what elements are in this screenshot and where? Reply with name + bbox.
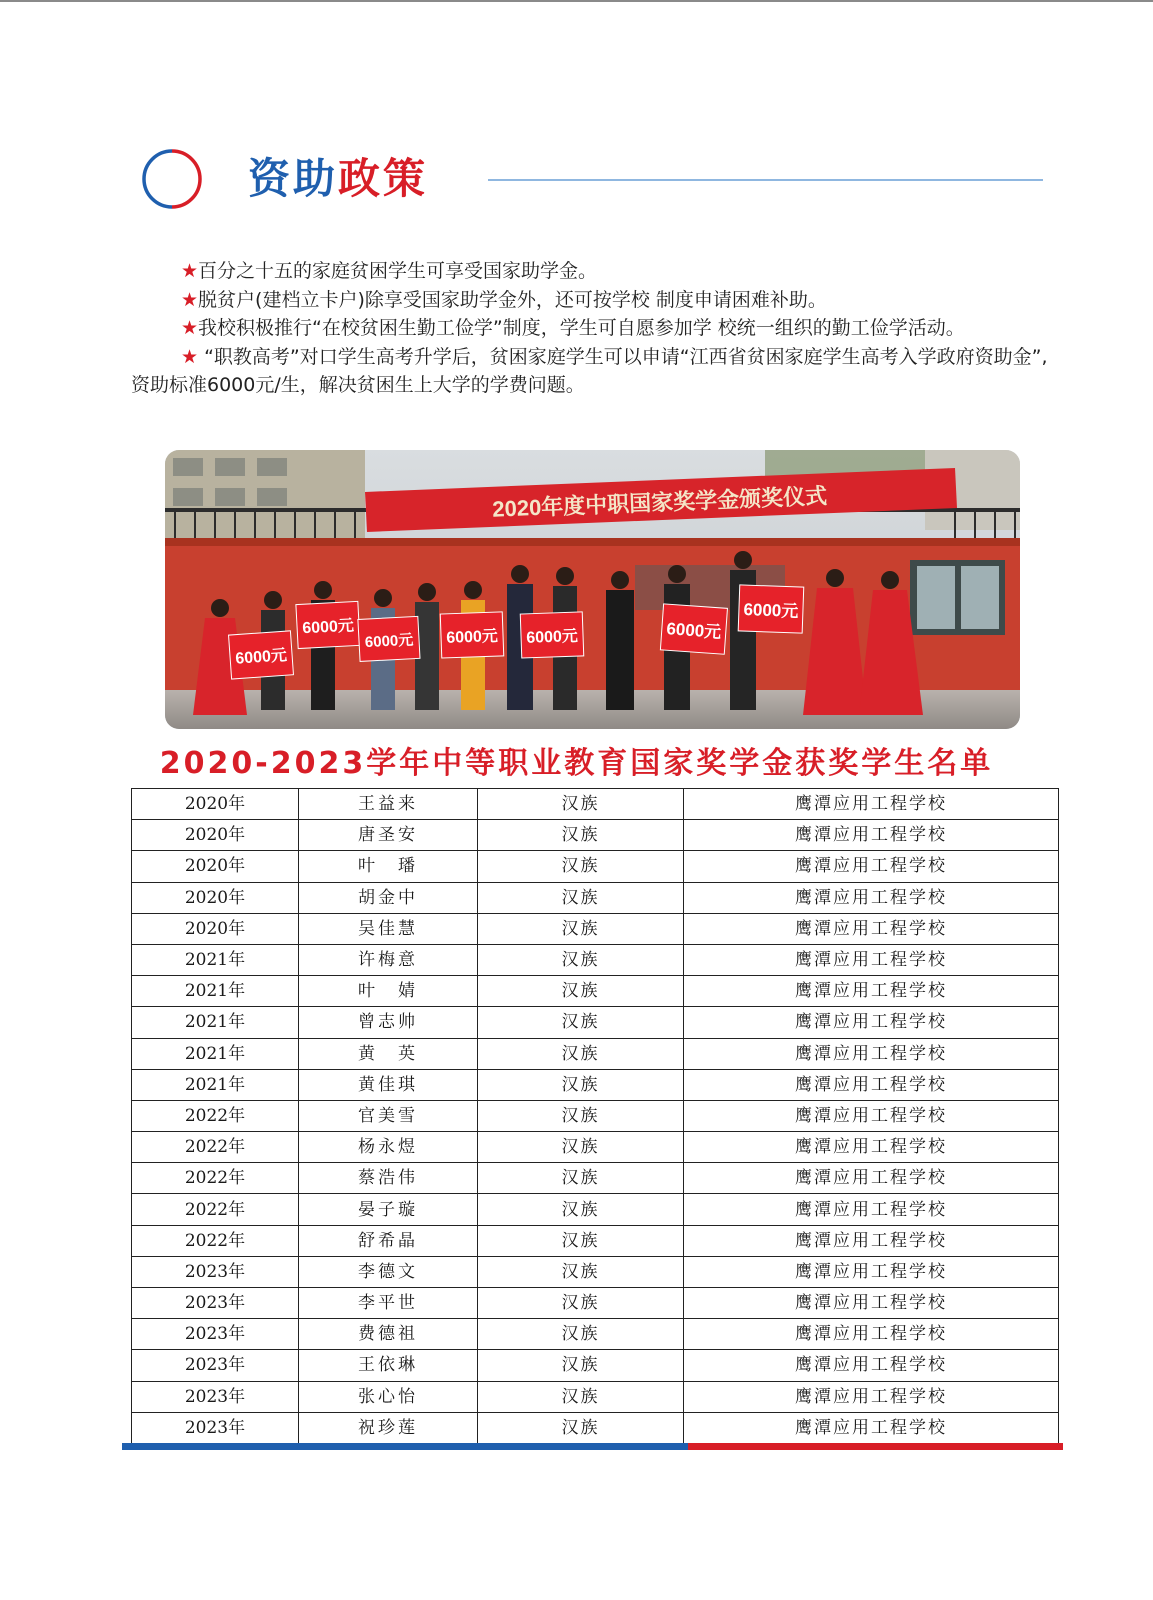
year-cell: 2023年 [132, 1319, 299, 1350]
name-cell: 吴佳慧 [299, 913, 478, 944]
ethnicity-cell: 汉族 [478, 1225, 684, 1256]
year-cell: 2022年 [132, 1163, 299, 1194]
star-icon: ★ [181, 317, 199, 339]
policy-item [131, 314, 1056, 343]
board-amount: 6000元 [526, 628, 579, 647]
policy-item [131, 286, 1056, 315]
table-row [132, 1069, 1059, 1100]
name-cell: 舒希晶 [299, 1225, 478, 1256]
year-cell: 2023年 [132, 1256, 299, 1287]
ethnicity-cell: 汉族 [478, 882, 684, 913]
board-amount: 6000元 [364, 631, 414, 652]
ethnicity-cell: 汉族 [478, 1381, 684, 1412]
year-cell: 2022年 [132, 1132, 299, 1163]
school-cell: 鹰潭应用工程学校 [684, 1256, 1059, 1287]
school-cell: 鹰潭应用工程学校 [684, 1288, 1059, 1319]
name-cell: 叶 婧 [299, 976, 478, 1007]
award-table [131, 788, 1059, 1444]
school-cell: 鹰潭应用工程学校 [684, 1038, 1059, 1069]
school-cell: 鹰潭应用工程学校 [684, 1007, 1059, 1038]
table-row [132, 1319, 1059, 1350]
star-icon: ★ [181, 288, 199, 311]
board-amount: 6000元 [301, 617, 355, 638]
board-amount: 6000元 [665, 619, 722, 642]
footer-bar-red [688, 1443, 1063, 1450]
ethnicity-cell: 汉族 [478, 1256, 684, 1287]
table-row [132, 1256, 1059, 1287]
ethnicity-cell: 汉族 [478, 820, 684, 851]
year-cell: 2020年 [132, 789, 299, 820]
school-cell: 鹰潭应用工程学校 [684, 1194, 1059, 1225]
ethnicity-cell: 汉族 [478, 1350, 684, 1381]
page-title [248, 152, 428, 206]
table-row [132, 1350, 1059, 1381]
year-cell: 2022年 [132, 1100, 299, 1131]
name-cell: 张心怡 [299, 1381, 478, 1412]
year-cell: 2023年 [132, 1381, 299, 1412]
table-row [132, 882, 1059, 913]
board-amount: 6000元 [446, 628, 499, 647]
year-cell: 2021年 [132, 1038, 299, 1069]
name-cell: 李平世 [299, 1288, 478, 1319]
ethnicity-cell: 汉族 [478, 913, 684, 944]
school-cell: 鹰潭应用工程学校 [684, 1350, 1059, 1381]
name-cell: 黄 英 [299, 1038, 478, 1069]
year-cell: 2020年 [132, 851, 299, 882]
award-list-title: 2020-2023学年中等职业教育国家奖学金获奖学生名单 [159, 746, 994, 781]
school-cell: 鹰潭应用工程学校 [684, 1381, 1059, 1412]
ethnicity-cell: 汉族 [478, 976, 684, 1007]
name-cell: 许梅意 [299, 944, 478, 975]
name-cell: 胡金中 [299, 882, 478, 913]
board-amount: 6000元 [743, 600, 799, 621]
header-divider [488, 179, 1043, 181]
table-row [132, 1007, 1059, 1038]
name-cell: 费德祖 [299, 1319, 478, 1350]
policy-item-text: 脱贫户(建档立卡户)除享受国家助学金外，还可按学校 制度申请困难补助。 [198, 288, 827, 311]
policy-item-text: “职教高考”对口学生高考升学后，贫困家庭学生可以申请“江西省贫困家庭学生高考入学政府资助金”,资助标准6000元/生，解决贫困生上大学的学费问题。 [131, 345, 1048, 396]
school-cell: 鹰潭应用工程学校 [684, 944, 1059, 975]
ethnicity-cell: 汉族 [478, 1069, 684, 1100]
school-cell: 鹰潭应用工程学校 [684, 1100, 1059, 1131]
ethnicity-cell: 汉族 [478, 1412, 684, 1443]
name-cell: 叶 璠 [299, 851, 478, 882]
ethnicity-cell: 汉族 [478, 1194, 684, 1225]
ethnicity-cell: 汉族 [478, 1319, 684, 1350]
school-cell: 鹰潭应用工程学校 [684, 1163, 1059, 1194]
policy-item-text: 百分之十五的家庭贫困学生可享受国家助学金。 [198, 260, 598, 282]
table-row [132, 944, 1059, 975]
award-ceremony-photo [165, 450, 1020, 729]
ethnicity-cell: 汉族 [478, 1288, 684, 1319]
table-row [132, 1412, 1059, 1443]
ethnicity-cell: 汉族 [478, 1038, 684, 1069]
name-cell: 杨永煜 [299, 1132, 478, 1163]
name-cell: 祝珍莲 [299, 1412, 478, 1443]
ethnicity-cell: 汉族 [478, 789, 684, 820]
name-cell: 蔡浩伟 [299, 1163, 478, 1194]
table-row [132, 1100, 1059, 1131]
year-cell: 2020年 [132, 820, 299, 851]
school-cell: 鹰潭应用工程学校 [684, 1319, 1059, 1350]
ethnicity-cell: 汉族 [478, 1100, 684, 1131]
star-icon: ★ [181, 345, 199, 368]
name-cell: 王益来 [299, 789, 478, 820]
award-table-body [132, 789, 1059, 1444]
policy-item [131, 257, 1056, 286]
school-cell: 鹰潭应用工程学校 [684, 1132, 1059, 1163]
school-cell: 鹰潭应用工程学校 [684, 976, 1059, 1007]
table-row [132, 1038, 1059, 1069]
school-cell: 鹰潭应用工程学校 [684, 882, 1059, 913]
table-row [132, 1194, 1059, 1225]
ethnicity-cell: 汉族 [478, 1163, 684, 1194]
ethnicity-cell: 汉族 [478, 1007, 684, 1038]
year-cell: 2021年 [132, 1069, 299, 1100]
name-cell: 李德文 [299, 1256, 478, 1287]
name-cell: 唐圣安 [299, 820, 478, 851]
section-circle-icon [140, 147, 204, 211]
policy-item [131, 343, 1056, 400]
school-cell: 鹰潭应用工程学校 [684, 789, 1059, 820]
table-row [132, 820, 1059, 851]
year-cell: 2020年 [132, 913, 299, 944]
year-cell: 2023年 [132, 1412, 299, 1443]
star-icon: ★ [181, 260, 199, 282]
year-cell: 2020年 [132, 882, 299, 913]
name-cell: 官美雪 [299, 1100, 478, 1131]
policy-item-text: 我校积极推行“在校贫困生勤工俭学”制度，学生可自愿参加学 校统一组织的勤工俭学活动。 [198, 317, 965, 339]
table-row [132, 1163, 1059, 1194]
name-cell: 黄佳琪 [299, 1069, 478, 1100]
banner-text: 2020年度中职国家奖学金颁奖仪式 [491, 483, 828, 522]
school-cell: 鹰潭应用工程学校 [684, 1069, 1059, 1100]
year-cell: 2021年 [132, 944, 299, 975]
name-cell: 曾志帅 [299, 1007, 478, 1038]
table-row [132, 1132, 1059, 1163]
ethnicity-cell: 汉族 [478, 851, 684, 882]
table-row [132, 789, 1059, 820]
school-cell: 鹰潭应用工程学校 [684, 1412, 1059, 1443]
year-cell: 2022年 [132, 1194, 299, 1225]
footer-bar-blue [122, 1443, 688, 1450]
school-cell: 鹰潭应用工程学校 [684, 913, 1059, 944]
year-cell: 2021年 [132, 1007, 299, 1038]
page-title-part1: 资助 [248, 154, 339, 203]
name-cell: 王依琳 [299, 1350, 478, 1381]
table-row [132, 913, 1059, 944]
year-cell: 2022年 [132, 1225, 299, 1256]
table-row [132, 976, 1059, 1007]
table-row [132, 1288, 1059, 1319]
page-title-part2: 政策 [338, 154, 429, 203]
table-row [132, 1225, 1059, 1256]
name-cell: 晏子璇 [299, 1194, 478, 1225]
ethnicity-cell: 汉族 [478, 944, 684, 975]
year-cell: 2023年 [132, 1288, 299, 1319]
school-cell: 鹰潭应用工程学校 [684, 1225, 1059, 1256]
school-cell: 鹰潭应用工程学校 [684, 820, 1059, 851]
table-row [132, 851, 1059, 882]
ethnicity-cell: 汉族 [478, 1132, 684, 1163]
year-cell: 2021年 [132, 976, 299, 1007]
board-amount: 6000元 [234, 647, 288, 668]
top-border-line [0, 0, 1153, 2]
table-row [132, 1381, 1059, 1412]
year-cell: 2023年 [132, 1350, 299, 1381]
school-cell: 鹰潭应用工程学校 [684, 851, 1059, 882]
policy-list [131, 257, 1056, 400]
